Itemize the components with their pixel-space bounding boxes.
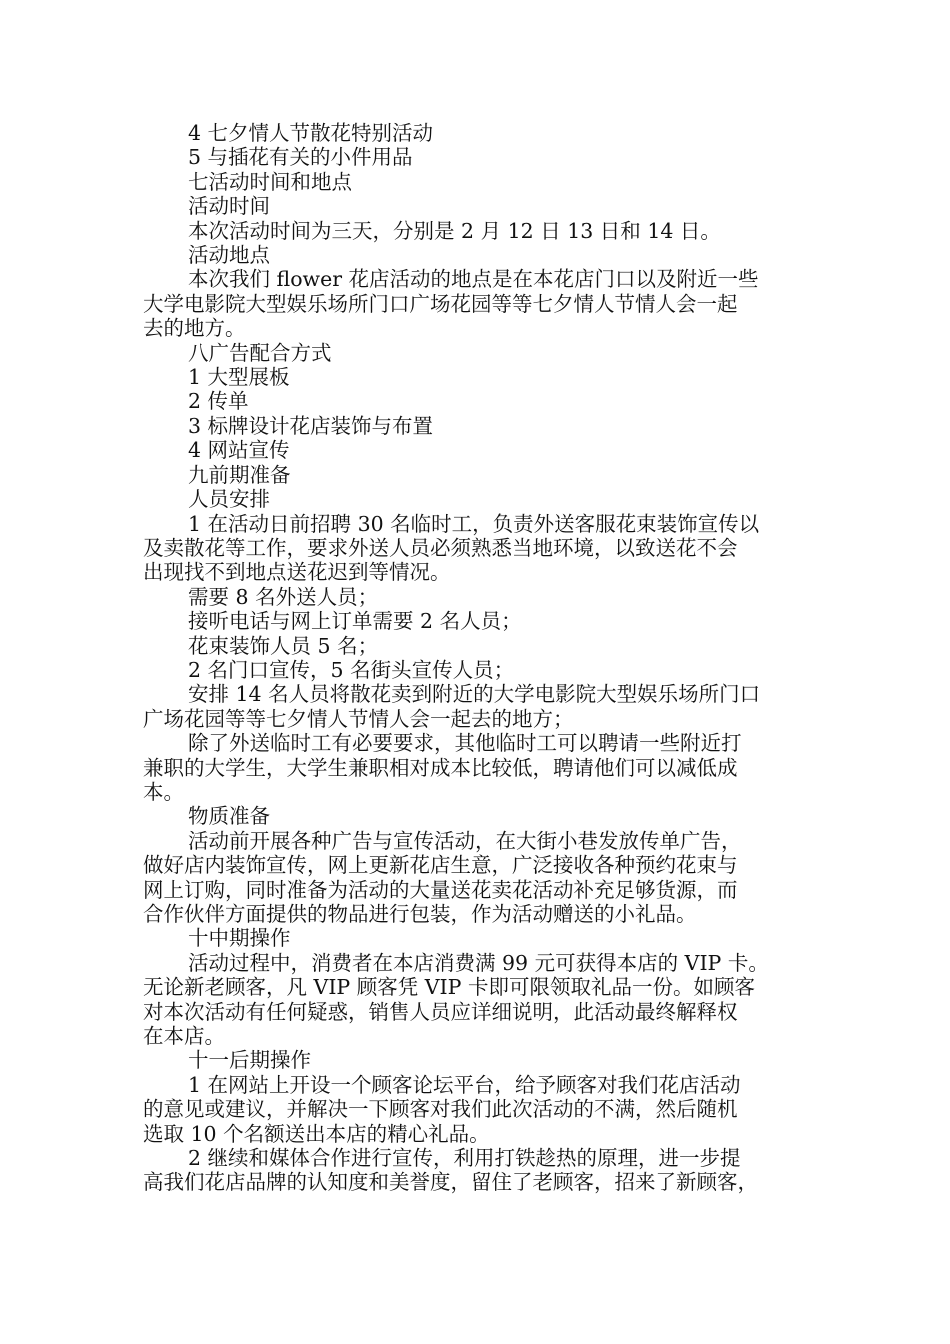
text-line: 本次我们 flower 花店活动的地点是在本花店门口以及附近一些 — [188, 267, 759, 292]
text-line: 广场花园等等七夕情人节情人会一起去的地方； — [143, 706, 574, 731]
text-line: 八广告配合方式 — [188, 340, 332, 365]
text-line: 2 传单 — [188, 389, 249, 414]
text-line: 4 七夕情人节散花特别活动 — [188, 121, 434, 145]
text-line: 本。 — [143, 779, 184, 804]
text-line: 高我们花店品牌的认知度和美誉度，留住了老顾客，招来了新顾客， — [143, 1170, 758, 1195]
text-line: 除了外送临时工有必要要求，其他临时工可以聘请一些附近打 — [188, 731, 742, 756]
text-line: 出现找不到地点送花迟到等情况。 — [143, 560, 451, 585]
text-line: 1 大型展板 — [188, 365, 290, 390]
text-line: 安排 14 名人员将散花卖到附近的大学电影院大型娱乐场所门口 — [188, 682, 761, 707]
text-line: 3 标牌设计花店装饰与布置 — [188, 413, 434, 438]
text-line: 本次活动时间为三天，分别是 2 月 12 日 13 日和 14 日。 — [188, 218, 721, 243]
text-line: 1 在活动日前招聘 30 名临时工，负责外送客服花束装饰宣传以 — [188, 511, 760, 536]
text-line: 在本店。 — [143, 1024, 225, 1049]
text-line: 活动过程中，消费者在本店消费满 99 元可获得本店的 VIP 卡。 — [188, 950, 769, 975]
text-line: 大学电影院大型娱乐场所门口广场花园等等七夕情人节情人会一起 — [143, 291, 738, 316]
text-line: 花束装饰人员 5 名； — [188, 633, 379, 658]
text-line: 十中期操作 — [188, 926, 291, 951]
text-line: 接听电话与网上订单需要 2 名人员； — [188, 609, 522, 634]
text-line: 合作伙伴方面提供的物品进行包装，作为活动赠送的小礼品。 — [143, 902, 697, 926]
text-line: 4 网站宣传 — [188, 438, 290, 463]
document-body — [143, 121, 815, 1195]
text-line: 5 与插花有关的小件用品 — [188, 145, 413, 170]
text-line: 2 继续和媒体合作进行宣传，利用打铁趁热的原理，进一步提 — [188, 1146, 741, 1171]
text-line: 2 名门口宣传，5 名街头宣传人员； — [188, 657, 515, 682]
text-line: 需要 8 名外送人员； — [188, 584, 379, 609]
text-line: 十一后期操作 — [188, 1048, 311, 1073]
text-line: 九前期准备 — [188, 462, 291, 487]
text-line: 做好店内装饰宣传，网上更新花店生意，广泛接收各种预约花束与 — [143, 853, 738, 878]
text-line: 去的地方。 — [143, 316, 246, 341]
text-line: 对本次活动有任何疑惑，销售人员应详细说明，此活动最终解释权 — [143, 999, 738, 1024]
text-line: 活动地点 — [188, 243, 270, 268]
text-line: 的意见或建议，并解决一下顾客对我们此次活动的不满，然后随机 — [143, 1097, 738, 1122]
text-line: 选取 10 个名额送出本店的精心礼品。 — [143, 1121, 490, 1146]
text-line: 兼职的大学生，大学生兼职相对成本比较低，聘请他们可以减低成 — [143, 755, 738, 780]
text-line: 物质准备 — [188, 804, 270, 829]
text-line: 活动时间 — [188, 194, 270, 219]
text-line: 及卖散花等工作，要求外送人员必须熟悉当地环境，以致送花不会 — [143, 535, 738, 560]
text-line: 无论新老顾客，凡 VIP 顾客凭 VIP 卡即可限领取礼品一份。如顾客 — [143, 975, 755, 1000]
text-line: 1 在网站上开设一个顾客论坛平台，给予顾客对我们花店活动 — [188, 1072, 741, 1097]
text-line: 网上订购，同时准备为活动的大量送花卖花活动补充足够货源，而 — [143, 877, 738, 902]
text-line: 七活动时间和地点 — [188, 169, 352, 194]
text-line: 人员安排 — [188, 487, 270, 512]
text-line: 活动前开展各种广告与宣传活动，在大街小巷发放传单广告， — [188, 828, 742, 853]
